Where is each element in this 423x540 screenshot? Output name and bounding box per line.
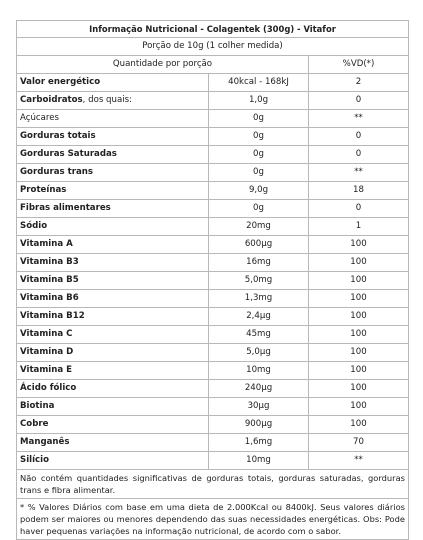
table-title: Informação Nutricional - Colagentek (300g) - Vitafor — [17, 21, 409, 38]
nutrient-vd: 1 — [309, 218, 409, 236]
nutrient-name — [17, 254, 209, 272]
nutrient-row — [17, 236, 409, 254]
nutrient-quantity: 2,4µg — [209, 308, 309, 326]
nutrient-quantity: 1,3mg — [209, 290, 309, 308]
nutrient-vd: 100 — [309, 290, 409, 308]
nutrient-quantity: 0g — [209, 110, 309, 128]
note-row-2 — [17, 499, 409, 540]
nutrient-quantity: 16mg — [209, 254, 309, 272]
nutrient-name — [17, 434, 209, 452]
nutrient-label: Gorduras trans — [20, 167, 93, 177]
nutrient-row — [17, 182, 409, 200]
nutrient-quantity: 0g — [209, 200, 309, 218]
nutrient-quantity: 240µg — [209, 380, 309, 398]
nutrient-vd: 0 — [309, 200, 409, 218]
nutrient-label: Cobre — [20, 419, 49, 429]
nutrient-quantity: 5,0mg — [209, 272, 309, 290]
nutrient-name — [17, 344, 209, 362]
nutrient-vd: 100 — [309, 398, 409, 416]
nutrient-quantity: 9,0g — [209, 182, 309, 200]
nutrient-name — [17, 290, 209, 308]
nutrient-vd: 100 — [309, 272, 409, 290]
nutrient-name — [17, 164, 209, 182]
nutrient-quantity: 1,6mg — [209, 434, 309, 452]
nutrient-row — [17, 362, 409, 380]
nutrient-row — [17, 254, 409, 272]
nutrient-row — [17, 380, 409, 398]
nutrient-name — [17, 380, 209, 398]
portion-text: Porção de 10g (1 colher medida) — [17, 38, 409, 56]
portion-row — [17, 38, 409, 56]
nutrient-label: Ácido fólico — [20, 383, 77, 393]
nutrient-name — [17, 308, 209, 326]
nutrient-label: Gorduras totais — [20, 131, 96, 141]
nutrient-name — [17, 272, 209, 290]
nutrient-name — [17, 110, 209, 128]
nutrient-label: Vitamina A — [20, 239, 73, 249]
nutrient-label: Vitamina B12 — [20, 311, 85, 321]
nutrient-label: Vitamina D — [20, 347, 74, 357]
qty-header: Quantidade por porção — [17, 56, 309, 74]
nutrient-vd: 0 — [309, 92, 409, 110]
nutrient-name — [17, 398, 209, 416]
nutrient-row — [17, 92, 409, 110]
nutrient-label: Sódio — [20, 221, 48, 231]
nutrient-row — [17, 164, 409, 182]
nutrient-label: Vitamina B6 — [20, 293, 79, 303]
nutrient-vd: 70 — [309, 434, 409, 452]
nutrient-row — [17, 218, 409, 236]
nutrient-quantity: 20mg — [209, 218, 309, 236]
nutrient-name — [17, 416, 209, 434]
nutrient-quantity: 900µg — [209, 416, 309, 434]
nutrient-vd: 100 — [309, 380, 409, 398]
nutrient-name — [17, 236, 209, 254]
table-title-row — [17, 21, 409, 38]
nutrient-vd: 0 — [309, 146, 409, 164]
vd-header: %VD(*) — [309, 56, 409, 74]
nutrient-vd: 18 — [309, 182, 409, 200]
nutrition-table-container — [16, 20, 408, 540]
nutrient-label: Proteínas — [20, 185, 67, 195]
nutrient-quantity: 0g — [209, 146, 309, 164]
nutrient-vd: ** — [309, 110, 409, 128]
nutrient-vd: 100 — [309, 254, 409, 272]
nutrient-name — [17, 200, 209, 218]
nutrient-quantity: 30µg — [209, 398, 309, 416]
nutrient-row — [17, 344, 409, 362]
nutrient-row — [17, 452, 409, 470]
nutrient-quantity: 5,0µg — [209, 344, 309, 362]
note-text-1: Não contém quantidades significativas de gorduras totais, gorduras saturadas, gorduras trans e fibra alimentar. — [17, 470, 409, 499]
nutrient-name — [17, 326, 209, 344]
nutrient-vd: 2 — [309, 74, 409, 92]
nutrient-row — [17, 326, 409, 344]
nutrient-label: Gorduras Saturadas — [20, 149, 117, 159]
nutrient-name — [17, 74, 209, 92]
nutrient-sublabel: , dos quais: — [82, 95, 132, 105]
nutrient-vd: 100 — [309, 308, 409, 326]
nutrient-name — [17, 182, 209, 200]
nutrient-label: Manganês — [20, 437, 70, 447]
header-row — [17, 56, 409, 74]
nutrient-label: Vitamina C — [20, 329, 73, 339]
nutrient-vd: ** — [309, 452, 409, 470]
nutrient-name — [17, 362, 209, 380]
nutrient-vd: 100 — [309, 236, 409, 254]
note-row-1 — [17, 470, 409, 499]
nutrient-row — [17, 128, 409, 146]
nutrient-row — [17, 272, 409, 290]
nutrient-vd: 100 — [309, 362, 409, 380]
nutrient-row — [17, 146, 409, 164]
nutrient-quantity: 45mg — [209, 326, 309, 344]
nutrient-row — [17, 290, 409, 308]
nutrient-vd: 100 — [309, 326, 409, 344]
nutrient-label: Silício — [20, 455, 49, 465]
nutrient-vd: 0 — [309, 128, 409, 146]
nutrient-row — [17, 74, 409, 92]
nutrient-vd: ** — [309, 164, 409, 182]
nutrient-name — [17, 218, 209, 236]
nutrient-row — [17, 416, 409, 434]
nutrient-row — [17, 308, 409, 326]
nutrient-vd: 100 — [309, 416, 409, 434]
nutrient-label: Açúcares — [20, 113, 59, 123]
nutrient-quantity: 0g — [209, 128, 309, 146]
nutrient-label: Biotina — [20, 401, 55, 411]
nutrient-row — [17, 200, 409, 218]
nutrition-table — [16, 20, 409, 540]
nutrient-row — [17, 398, 409, 416]
note-text-2: * % Valores Diários com base em uma dieta de 2.000Kcal ou 8400kJ. Seus valores diários podem ser maiores ou menores dependendo das suas necessidades energéticas. Obs: Pode haver pequenas variações na informação nutricional, de acordo com o sabor. — [17, 499, 409, 540]
nutrient-quantity: 1,0g — [209, 92, 309, 110]
nutrient-label: Vitamina B5 — [20, 275, 79, 285]
nutrient-row — [17, 434, 409, 452]
nutrient-quantity: 0g — [209, 164, 309, 182]
nutrient-quantity: 10mg — [209, 362, 309, 380]
nutrient-vd: 100 — [309, 344, 409, 362]
nutrient-quantity: 10mg — [209, 452, 309, 470]
nutrient-name — [17, 128, 209, 146]
nutrient-label: Vitamina E — [20, 365, 73, 375]
nutrient-quantity: 40kcal - 168kJ — [209, 74, 309, 92]
nutrient-name — [17, 92, 209, 110]
nutrient-name — [17, 146, 209, 164]
nutrient-label: Fibras alimentares — [20, 203, 111, 213]
nutrient-name — [17, 452, 209, 470]
nutrient-quantity: 600µg — [209, 236, 309, 254]
nutrient-label: Vitamina B3 — [20, 257, 79, 267]
nutrient-label: Carboidratos — [20, 95, 83, 105]
nutrient-row — [17, 110, 409, 128]
nutrient-label: Valor energético — [20, 77, 101, 87]
